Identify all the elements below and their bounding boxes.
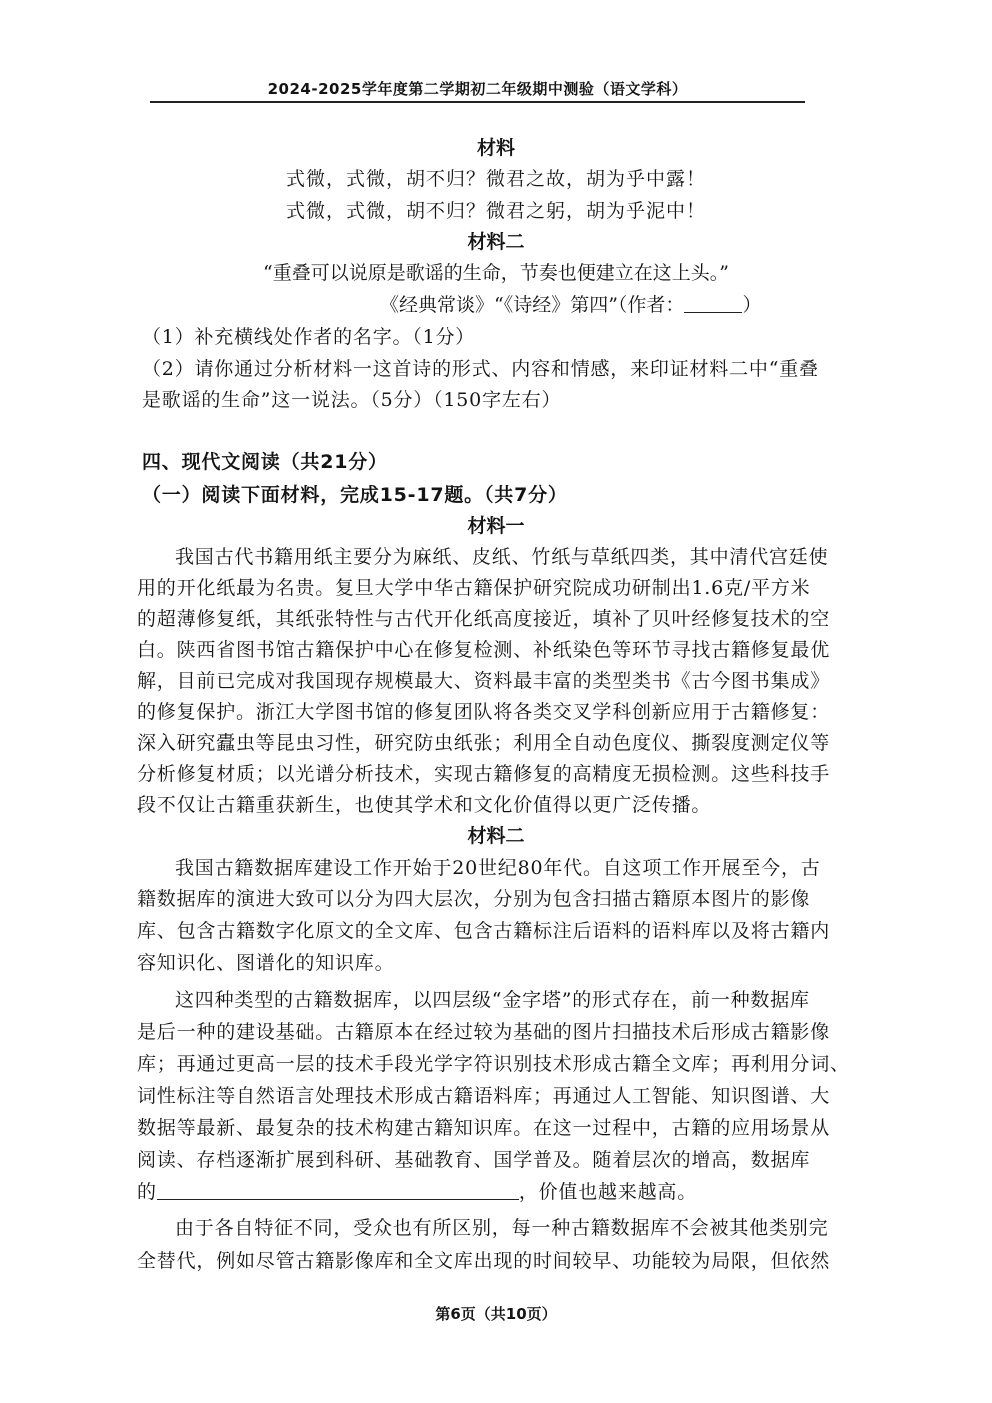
material-two-line: 籍数据库的演进大致可以分为四大层次，分别为包含扫描古籍原本图片的影像 [137,888,811,910]
material-two-line: 阅读、存档逐渐扩展到科研、基础教育、国学普及。随着层次的增高，数据库 [137,1149,811,1171]
author-answer-blank[interactable] [684,294,742,313]
page-footer: 第6页（共10页） [435,1305,557,1323]
question-2-line-1: （2）请你通过分析材料一这首诗的形式、内容和情感，来印证材料二中“重叠 [142,358,819,380]
material-two-blank-line [137,1177,837,1207]
material-one-line: 的超薄修复纸，其纸张特性与古代开化纸高度接近，填补了贝叶经修复技术的空 [137,608,831,630]
material-two-line: 这四种类型的古籍数据库，以四层级“金字塔”的形式存在，前一种数据库 [175,989,810,1011]
section-4-subheading: （一）阅读下面材料，完成15-17题。（共7分） [142,484,568,506]
poem-line-2: 式微，式微，胡不归？微君之躬，胡为乎泥中！ [285,200,706,222]
fill-in-blank[interactable] [157,1181,519,1200]
material-two-title: 材料二 [467,231,525,253]
material-two-quote: “重叠可以说原是歌谣的生命，节奏也便建立在这上头。” [263,262,729,284]
material-one-line: 分析修复材质；以光谱分析技术，实现古籍修复的高精度无损检测。这些科技手 [137,763,831,785]
material-one-line: 我国古代书籍用纸主要分为麻纸、皮纸、竹纸与草纸四类，其中清代宫廷使 [175,546,829,568]
section-4-material-two-title: 材料二 [467,825,525,847]
question-1: （1）补充横线处作者的名字。（1分） [142,326,476,348]
quote-source-prefix: 《经典常谈》“《诗经》第四”（作者： [380,294,685,316]
blank-suffix: ，价值也越来越高。 [518,1181,698,1203]
section-4-material-one-title: 材料一 [467,515,525,537]
material-one-line: 的修复保护。浙江大学图书馆的修复团队将各类交叉学科创新应用于古籍修复： [137,701,831,723]
material-one-line: 用的开化纸最为名贵。复旦大学中华古籍保护研究院成功研制出1.6克/平方米 [137,577,811,599]
blank-prefix: 的 [137,1181,157,1203]
page-header-title: 2024-2025学年度第二学期初二年级期中测验（语文学科） [267,80,688,98]
material-two-line: 数据等最新、最复杂的技术构建古籍知识库。在这一过程中，古籍的应用场景从 [137,1117,831,1139]
material-two-line: 库；再通过更高一层的技术手段光学字符识别技术形成古籍全文库；再利用分词、 [137,1053,850,1075]
material-two-line: 由于各自特征不同，受众也有所区别，每一种古籍数据库不会被其他类别完 [175,1217,829,1239]
material-two-line: 全替代，例如尽管古籍影像库和全文库出现的时间较早、功能较为局限，但依然 [137,1250,831,1272]
material-two-line: 容知识化、图谱化的知识库。 [137,952,395,974]
header-divider [150,101,805,103]
question-2-line-2: 是歌谣的生命”这一说法。（5分）（150字左右） [142,389,562,411]
material-two-line: 词性标注等自然语言处理技术形成古籍语料库；再通过人工智能、知识图谱、大 [137,1085,831,1107]
material-two-line: 库、包含古籍数字化原文的全文库、包含古籍标注后语料的语料库以及将古籍内 [137,920,831,942]
material-one-title: 材料 [476,137,515,159]
material-one-line: 解，目前已完成对我国现存规模最大、资料最丰富的类型类书《古今图书集成》 [137,670,831,692]
poem-line-1: 式微，式微，胡不归？微君之故，胡为乎中露！ [285,168,706,190]
material-one-line: 深入研究蠹虫等昆虫习性，研究防虫纸张；利用全自动色度仪、撕裂度测定仪等 [137,732,831,754]
quote-source [380,290,761,320]
material-two-line: 是后一种的建设基础。古籍原本在经过较为基础的图片扫描技术后形成古籍影像 [137,1021,831,1043]
quote-source-suffix: ） [742,294,762,316]
material-two-line: 我国古籍数据库建设工作开始于20世纪80年代。自这项工作开展至今，古 [175,857,821,879]
section-4-heading: 四、现代文阅读（共21分） [142,451,388,473]
material-one-line: 白。陕西省图书馆古籍保护中心在修复检测、补纸染色等环节寻找古籍修复最优 [137,639,831,661]
material-one-line: 段不仅让古籍重获新生，也使其学术和文化价值得以更广泛传播。 [137,794,712,816]
